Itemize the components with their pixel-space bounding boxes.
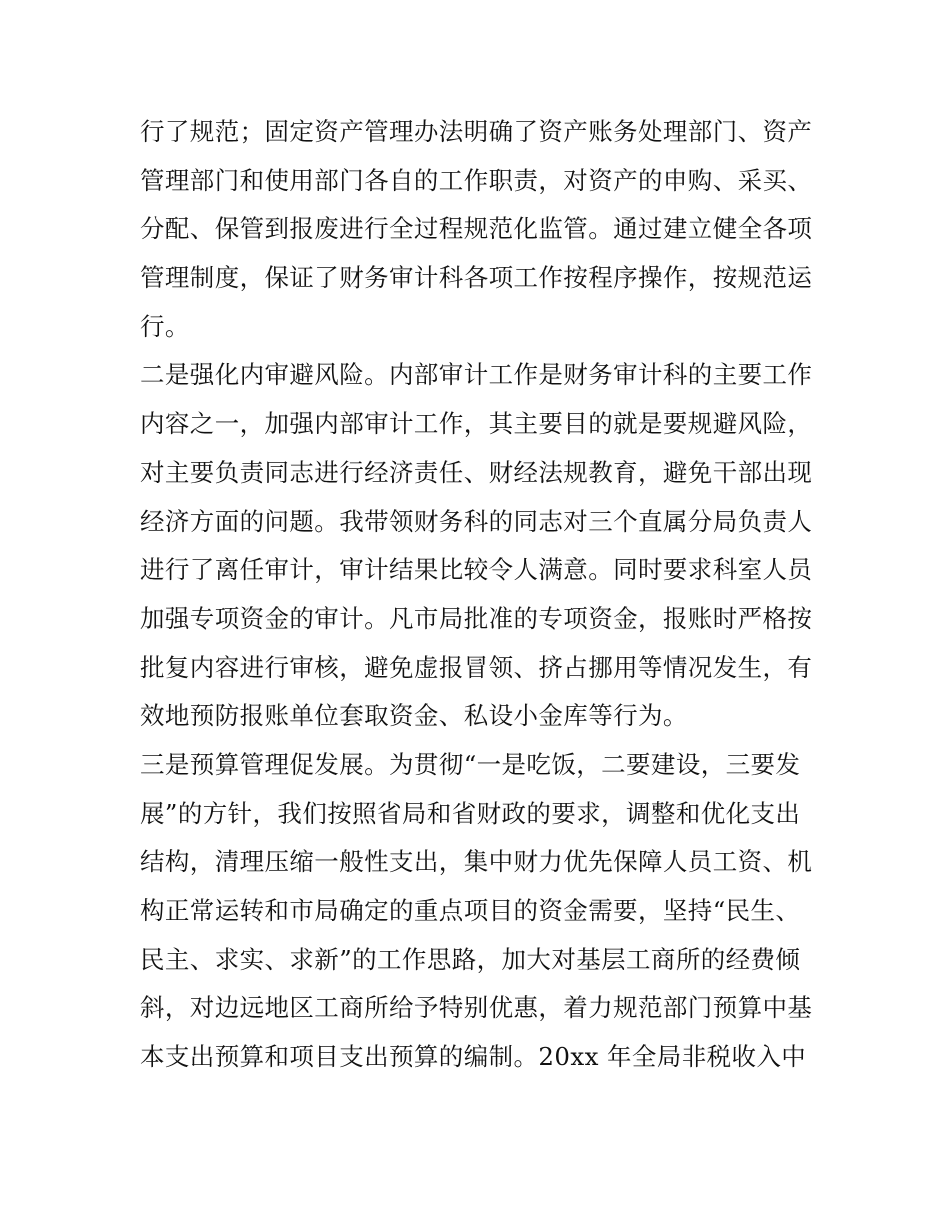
text-line: 二是强化内审避风险。内部审计工作是财务审计科的主要工作 bbox=[140, 360, 813, 390]
body-text bbox=[140, 108, 820, 1082]
text-line: 构正常运转和市局确定的重点项目的资金需要，坚持“民生、 bbox=[140, 896, 801, 925]
text-line: 对主要负责同志进行经济责任、财经法规教育，避免干部出现 bbox=[140, 457, 813, 487]
text-line: 结构，清理压缩一般性支出，集中财力优先保障人员工资、机 bbox=[140, 847, 813, 877]
text-line: 内容之一，加强内部审计工作，其主要目的就是要规避风险， bbox=[140, 409, 813, 439]
text-line: 本支出预算和项目支出预算的编制。20xx 年全局非税收入中 bbox=[140, 1042, 807, 1072]
text-line: 行了规范；固定资产管理办法明确了资产账务处理部门、资产 bbox=[140, 117, 813, 146]
text-line: 批复内容进行审核，避免虚报冒领、挤占挪用等情况发生，有 bbox=[140, 652, 813, 682]
text-line: 行。 bbox=[140, 311, 190, 341]
text-line: 三是预算管理促发展。为贯彻“一是吃饭，二要建设，三要发 bbox=[140, 749, 801, 779]
text-line: 管理制度，保证了财务审计科各项工作按程序操作，按规范运 bbox=[140, 263, 813, 293]
text-line: 进行了离任审计，审计结果比较令人满意。同时要求科室人员 bbox=[140, 555, 813, 585]
text-line: 效地预防报账单位套取资金、私设小金库等行为。 bbox=[140, 701, 688, 731]
text-line: 民主、求实、求新”的工作思路，加大对基层工商所的经费倾 bbox=[140, 944, 801, 974]
text-line: 展”的方针，我们按照省局和省财政的要求，调整和优化支出 bbox=[140, 798, 801, 828]
text-line: 加强专项资金的审计。凡市局批准的专项资金，报账时严格按 bbox=[140, 603, 813, 633]
text-line: 分配、保管到报废进行全过程规范化监管。通过建立健全各项 bbox=[140, 214, 813, 244]
text-line: 斜，对边远地区工商所给予特别优惠，着力规范部门预算中基 bbox=[140, 993, 813, 1023]
text-line: 管理部门和使用部门各自的工作职责，对资产的申购、采买、 bbox=[140, 165, 813, 195]
text-line: 经济方面的问题。我带领财务科的同志对三个直属分局负责人 bbox=[140, 506, 813, 536]
